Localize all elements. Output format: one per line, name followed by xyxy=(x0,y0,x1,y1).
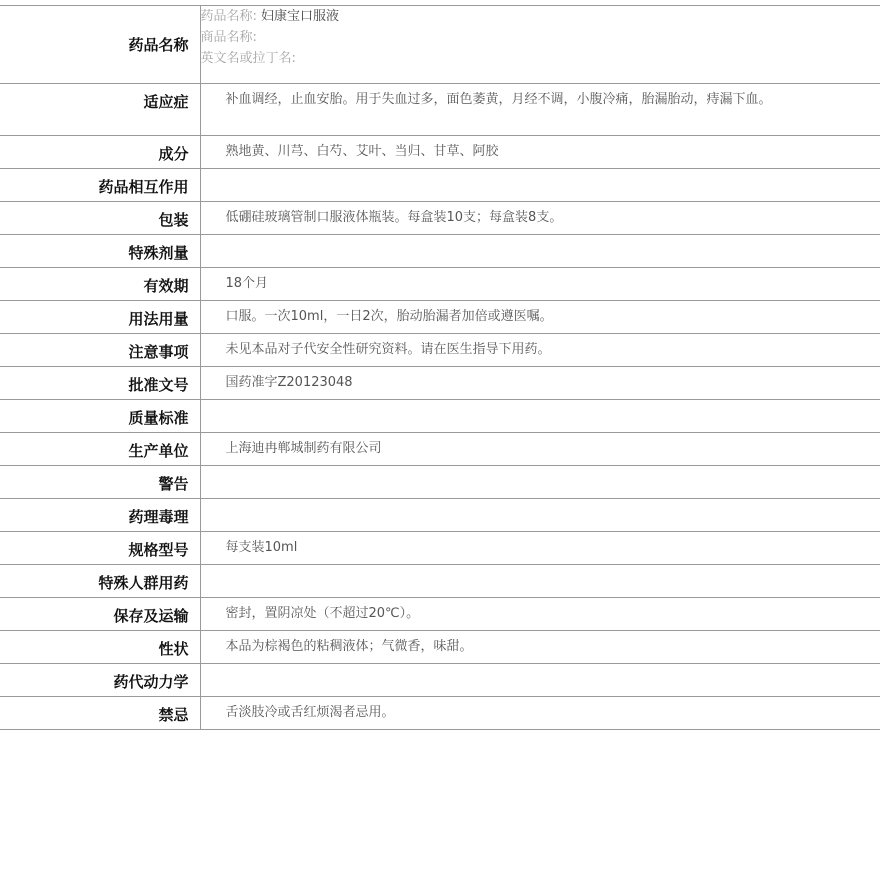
row-label-text: 生产单位 xyxy=(128,442,189,460)
row-label-text: 禁忌 xyxy=(158,706,189,724)
drug-name-row xyxy=(0,6,880,84)
row-label-text: 适应症 xyxy=(143,93,189,111)
row-label xyxy=(0,169,200,202)
row-value xyxy=(200,697,880,730)
row-value xyxy=(200,400,880,433)
row-value-text xyxy=(201,235,880,240)
row-value xyxy=(200,466,880,499)
row-value-text: 口服。一次10ml，一日2次，胎动胎漏者加倍或遵医嘱。 xyxy=(225,309,553,324)
row-value-text: 未见本品对子代安全性研究资料。请在医生指导下用药。 xyxy=(225,342,551,357)
row-label-text: 质量标准 xyxy=(128,409,189,427)
row-value-text xyxy=(201,169,880,174)
row-value-text: 舌淡肢冷或舌红烦渴者忌用。 xyxy=(225,705,395,720)
info-row xyxy=(0,664,880,697)
row-value xyxy=(200,301,880,334)
row-label-text: 警告 xyxy=(158,475,189,493)
info-row xyxy=(0,631,880,664)
row-label xyxy=(0,334,200,367)
row-value-text xyxy=(201,466,880,471)
row-value xyxy=(200,565,880,598)
drug-info-table xyxy=(0,5,880,730)
row-value xyxy=(200,367,880,400)
row-label-text: 性状 xyxy=(158,640,189,658)
generic-name-key: 药品名称: xyxy=(200,9,257,24)
row-label xyxy=(0,499,200,532)
row-label xyxy=(0,235,200,268)
info-row xyxy=(0,367,880,400)
info-row xyxy=(0,136,880,169)
row-value xyxy=(200,136,880,169)
info-row xyxy=(0,235,880,268)
row-value xyxy=(200,631,880,664)
row-value xyxy=(200,598,880,631)
row-value-text: 熟地黄、川芎、白芍、艾叶、当归、甘草、阿胶 xyxy=(225,144,499,159)
info-row xyxy=(0,466,880,499)
row-label xyxy=(0,84,200,136)
row-value-text xyxy=(201,565,880,570)
row-label-text: 药理毒理 xyxy=(128,508,189,526)
row-label-text: 特殊人群用药 xyxy=(98,574,189,592)
row-value-text: 低硼硅玻璃管制口服液体瓶装。每盒装10支；每盒装8支。 xyxy=(225,210,563,225)
row-value-text: 18个月 xyxy=(225,276,269,291)
info-row xyxy=(0,499,880,532)
row-label-text: 成分 xyxy=(158,145,189,163)
row-label xyxy=(0,598,200,631)
row-value xyxy=(200,169,880,202)
row-label xyxy=(0,6,200,84)
info-row xyxy=(0,400,880,433)
info-row xyxy=(0,532,880,565)
info-row xyxy=(0,697,880,730)
info-row xyxy=(0,301,880,334)
row-label xyxy=(0,532,200,565)
row-label-text: 药品相互作用 xyxy=(98,178,189,196)
row-value xyxy=(200,268,880,301)
info-row xyxy=(0,169,880,202)
english-name-line xyxy=(201,48,880,69)
row-label-text: 注意事项 xyxy=(128,343,189,361)
row-label-text: 批准文号 xyxy=(128,376,189,394)
row-value-text xyxy=(201,400,880,405)
row-label-text: 保存及运输 xyxy=(113,607,189,625)
row-value xyxy=(200,499,880,532)
info-row xyxy=(0,334,880,367)
row-label xyxy=(0,367,200,400)
row-value xyxy=(200,202,880,235)
row-value-text: 密封，置阴凉处（不超过20℃）。 xyxy=(225,606,420,621)
row-value xyxy=(200,532,880,565)
generic-name-value: 妇康宝口服液 xyxy=(261,9,340,24)
row-value-text: 国药准字Z20123048 xyxy=(225,375,353,390)
row-label xyxy=(0,631,200,664)
row-value-text: 补血调经，止血安胎。用于失血过多，面色萎黄，月经不调，小腹冷痛，胎漏胎动，痔漏下血。 xyxy=(225,92,772,107)
trade-name-key: 商品名称: xyxy=(200,30,257,45)
row-value xyxy=(200,433,880,466)
row-label-text: 有效期 xyxy=(143,277,189,295)
trade-name-line xyxy=(201,27,880,48)
info-row xyxy=(0,268,880,301)
row-label xyxy=(0,466,200,499)
info-row xyxy=(0,565,880,598)
row-value xyxy=(200,6,880,84)
row-value xyxy=(200,334,880,367)
row-label-text: 药品名称 xyxy=(128,36,189,54)
row-label xyxy=(0,136,200,169)
row-label xyxy=(0,400,200,433)
row-label xyxy=(0,565,200,598)
row-label-text: 用法用量 xyxy=(128,310,189,328)
info-row xyxy=(0,598,880,631)
row-value-text xyxy=(201,499,880,504)
row-label-text: 特殊剂量 xyxy=(128,244,189,262)
generic-name-line xyxy=(201,6,880,27)
row-value-text xyxy=(201,664,880,669)
row-value-text: 本品为棕褐色的粘稠液体；气微香，味甜。 xyxy=(225,639,473,654)
row-label xyxy=(0,697,200,730)
info-row xyxy=(0,84,880,136)
row-label-text: 规格型号 xyxy=(128,541,189,559)
row-label-text: 药代动力学 xyxy=(113,673,189,691)
row-label xyxy=(0,268,200,301)
row-label-text: 包装 xyxy=(158,211,189,229)
row-value xyxy=(200,235,880,268)
english-name-key: 英文名或拉丁名: xyxy=(200,51,296,66)
row-value xyxy=(200,84,880,136)
row-label xyxy=(0,202,200,235)
row-label xyxy=(0,433,200,466)
row-label xyxy=(0,301,200,334)
row-label xyxy=(0,664,200,697)
row-value-text: 上海迪冉郸城制药有限公司 xyxy=(225,441,382,456)
row-value xyxy=(200,664,880,697)
info-row xyxy=(0,202,880,235)
row-value-text: 每支装10ml xyxy=(225,540,298,555)
info-row xyxy=(0,433,880,466)
